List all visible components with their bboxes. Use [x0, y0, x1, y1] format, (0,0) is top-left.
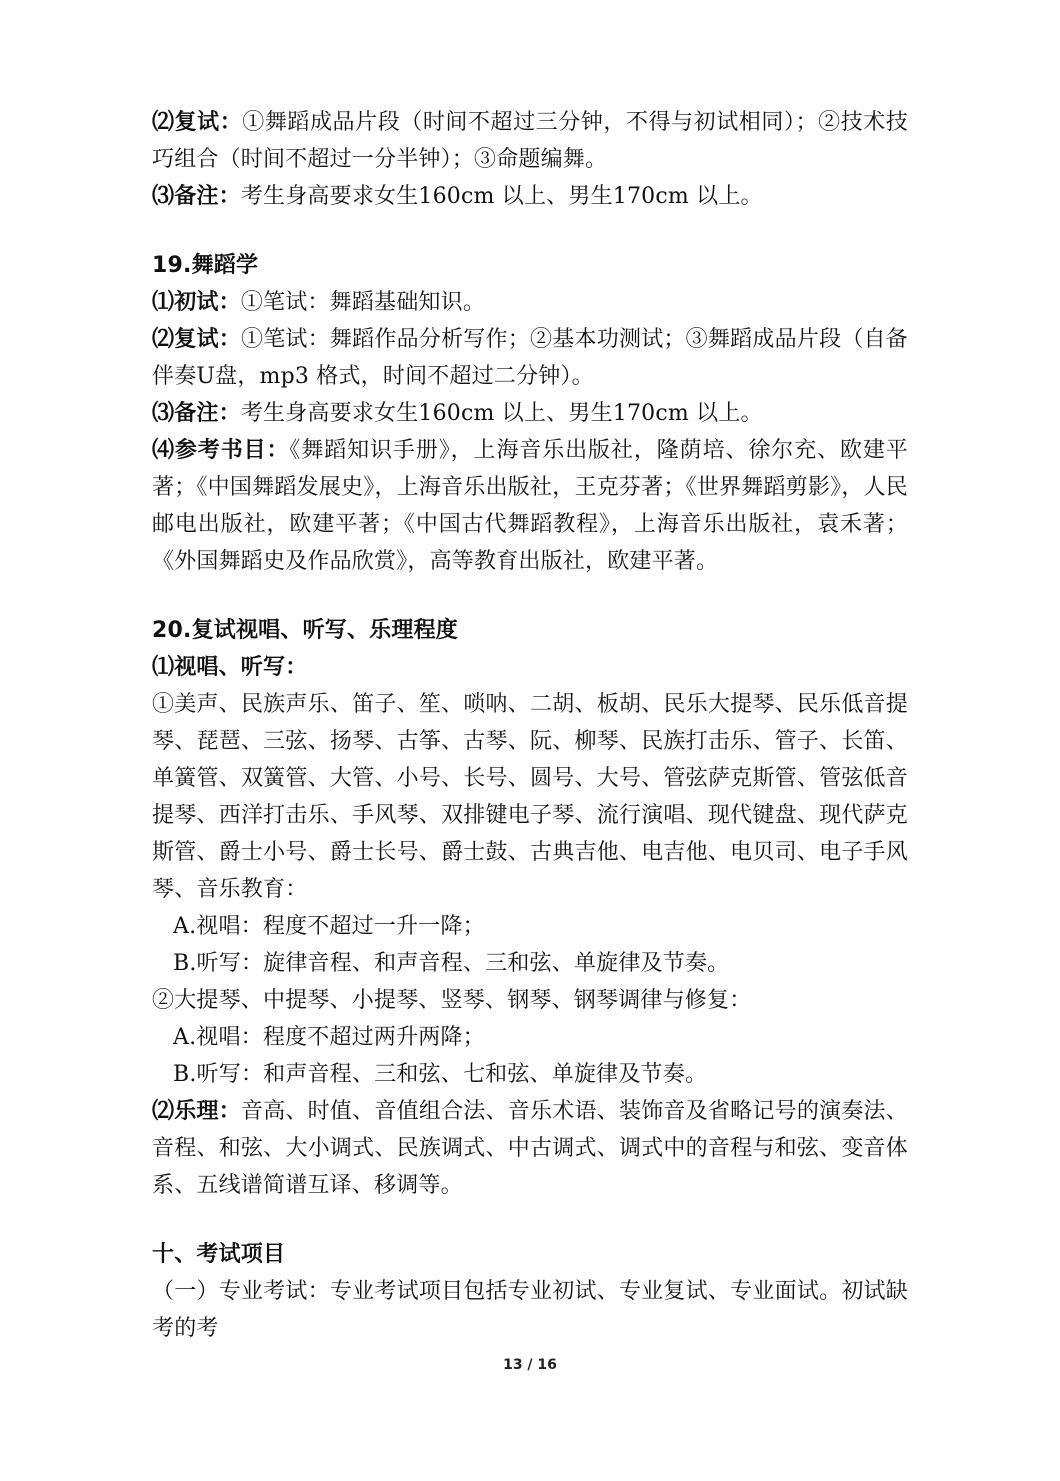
s20-group1-dictation: B.听写：旋律音程、和声音程、三和弦、单旋律及节奏。	[173, 951, 730, 976]
page-content	[152, 104, 908, 1347]
s20-group2-sightsinging: A.视唱：程度不超过两升两降；	[173, 1025, 485, 1050]
section-spacer	[152, 1204, 908, 1236]
s19-retest-text: ①笔试：舞蹈作品分析写作；②基本功测试；③舞蹈成品片段（自备伴奏U盘，mp3 格式，时间不超过二分钟）。	[152, 327, 908, 389]
s20-group1-sightsinging: A.视唱：程度不超过一升一降；	[173, 914, 485, 939]
s18-note-paragraph	[152, 178, 908, 215]
s20-group1-text: ①美声、民族声乐、笛子、笙、唢呐、二胡、板胡、民乐大提琴、民乐低音提琴、琵琶、三弦、扬琴、古筝、古琴、阮、柳琴、民族打击乐、管子、长笛、单簧管、双簧管、大管、小号、长号、圆号、大号、管弦萨克斯管、管弦低音提琴、西洋打击乐、手风琴、双排键电子琴、流行演唱、现代键盘、现代萨克斯管、爵士小号、爵士长号、爵士鼓、古典吉他、电吉他、电贝司、电子手风琴、音乐教育：	[152, 692, 908, 902]
s20-theory-paragraph	[152, 1093, 908, 1204]
s18-retest-paragraph	[152, 104, 908, 178]
section-spacer	[152, 580, 908, 612]
s19-prelim-paragraph	[152, 284, 908, 321]
s19-prelim-label: ⑴初试：	[152, 289, 241, 315]
s18-note-text: 考生身高要求女生160cm 以上、男生170cm 以上。	[240, 184, 763, 209]
s19-note-label: ⑶备注：	[152, 400, 241, 426]
s19-reference-paragraph	[152, 432, 908, 580]
s20-sub1-label: ⑴视唱、听写：	[152, 654, 308, 680]
s18-note-label: ⑶备注：	[152, 183, 241, 209]
s19-note-paragraph	[152, 395, 908, 432]
s20-theory-text: 音高、时值、音值组合法、音乐术语、装饰音及省略记号的演奏法、音程、和弦、大小调式、民族调式、中古调式、调式中的音程与和弦、变音体系、五线谱简谱互译、移调等。	[152, 1099, 908, 1198]
section-10-title: 十、考试项目	[152, 1242, 286, 1267]
s10-item1-text: （一）专业考试：专业考试项目包括专业初试、专业复试、专业面试。初试缺考的考	[152, 1279, 908, 1341]
section-20-title: 20.复试视唱、听写、乐理程度	[152, 618, 458, 643]
section-spacer	[152, 215, 908, 247]
s20-theory-label: ⑵乐理：	[152, 1098, 241, 1124]
s19-reference-text: 《舞蹈知识手册》，上海音乐出版社，隆荫培、徐尔充、欧建平著；《中国舞蹈发展史》，上海音乐出版社，王克芬著；《世界舞蹈剪影》，人民邮电出版社，欧建平著；《中国古代舞蹈教程》，上海音乐出版社，袁禾著；《外国舞蹈史及作品欣赏》，高等教育出版社，欧建平著。	[152, 438, 908, 574]
s19-retest-paragraph	[152, 321, 908, 395]
s20-group2-text: ②大提琴、中提琴、小提琴、竖琴、钢琴、钢琴调律与修复：	[152, 988, 752, 1013]
section-19-title: 19.舞蹈学	[152, 253, 259, 278]
page-number: 13 / 16	[503, 1357, 557, 1373]
s18-retest-text: ①舞蹈成品片段（时间不超过三分钟，不得与初试相同）；②技术技巧组合（时间不超过一分半钟）；③命题编舞。	[152, 110, 908, 172]
s18-retest-label: ⑵复试：	[152, 109, 243, 135]
s19-retest-label: ⑵复试：	[152, 326, 241, 352]
s20-group2-dictation: B.听写：和声音程、三和弦、七和弦、单旋律及节奏。	[173, 1062, 708, 1087]
s19-prelim-text: ①笔试：舞蹈基础知识。	[240, 290, 486, 315]
s19-reference-label: ⑷参考书目：	[152, 437, 290, 463]
s19-note-text: 考生身高要求女生160cm 以上、男生170cm 以上。	[240, 401, 763, 426]
